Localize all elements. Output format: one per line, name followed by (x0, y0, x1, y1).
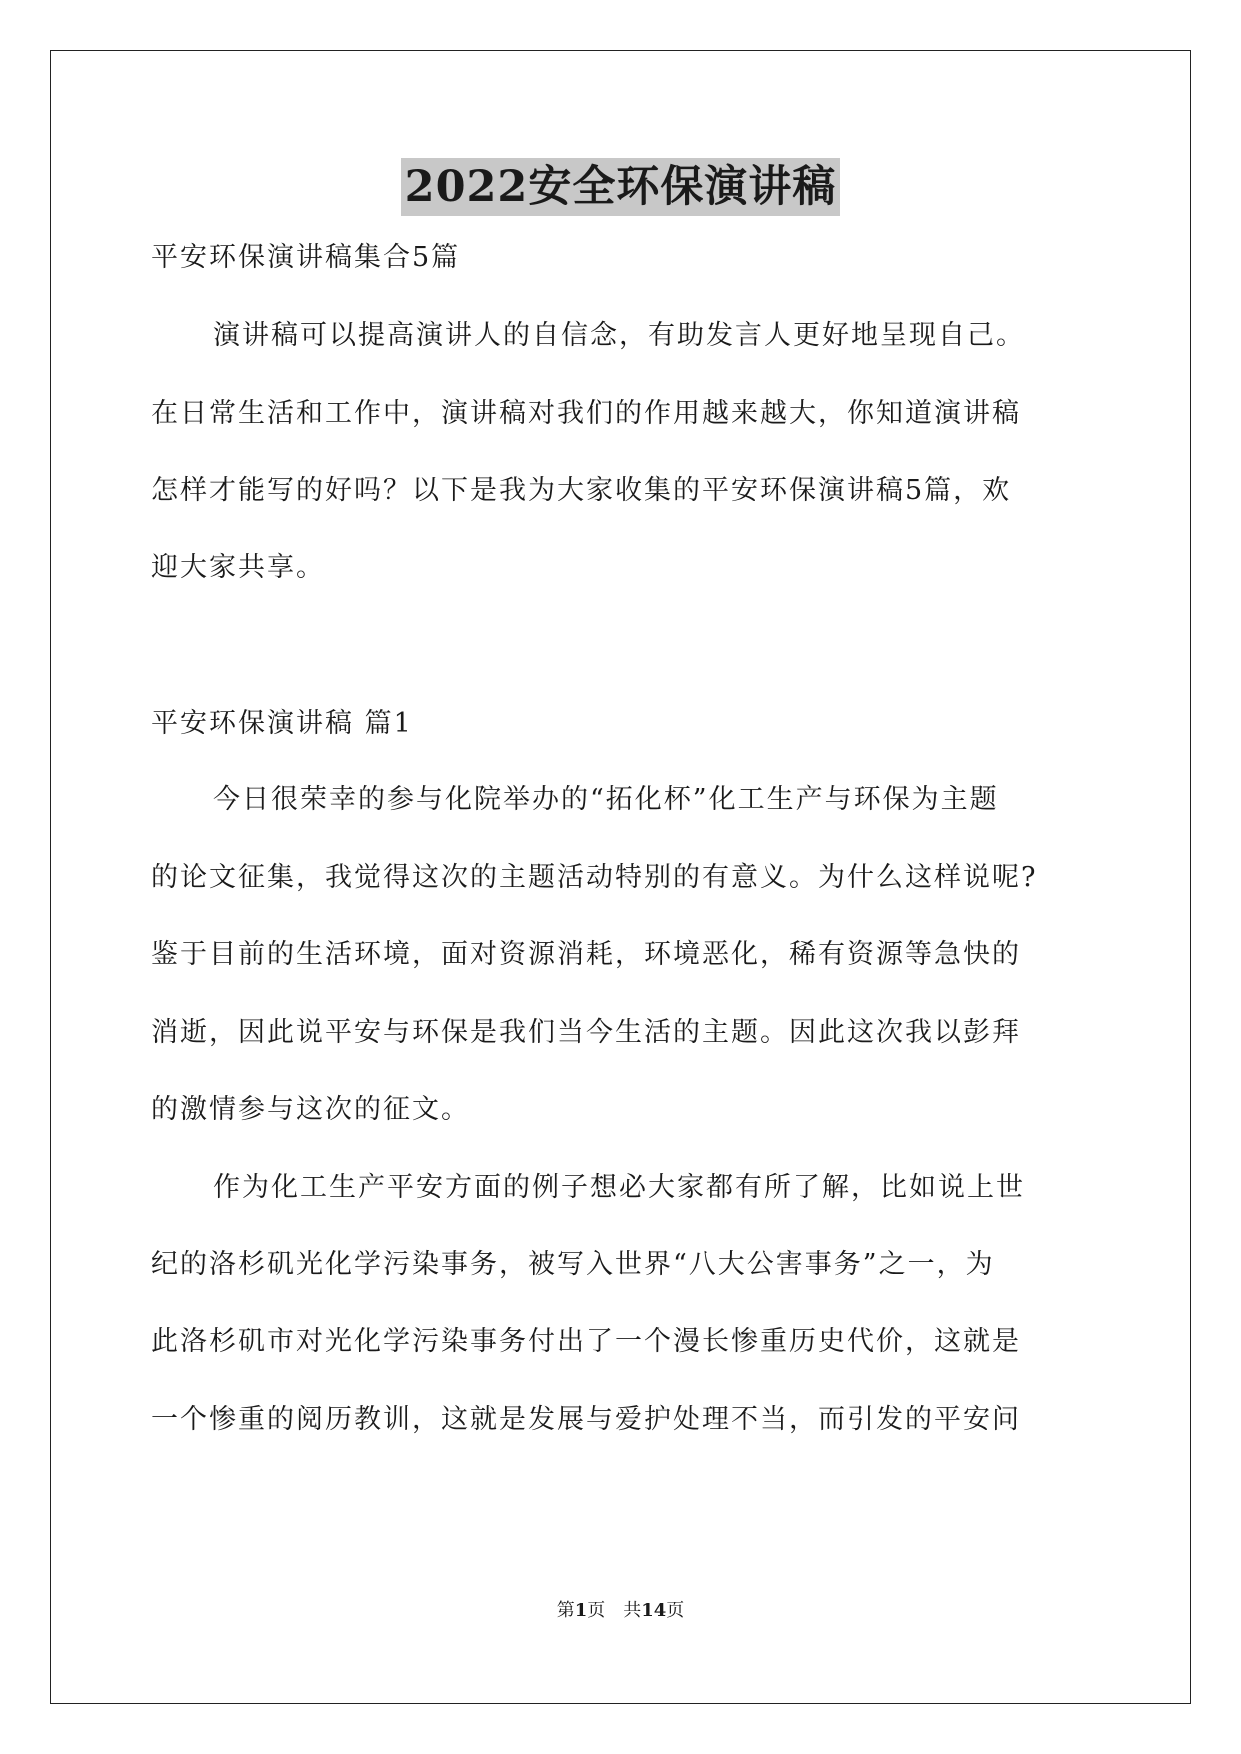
intro-line: 在日常生活和工作中，演讲稿对我们的作用越来越大，你知道演讲稿 (151, 398, 1021, 429)
page-number: 1 (574, 1600, 588, 1621)
paragraph-line: 作为化工生产平安方面的例子想必大家都有所了解，比如说上世 (213, 1172, 1025, 1203)
paragraph-line: 今日很荣幸的参与化院举办的“拓化杯”化工生产与环保为主题 (213, 784, 999, 815)
paragraph-line: 消逝，因此说平安与环保是我们当今生活的主题。因此这次我以彭拜 (151, 1017, 1021, 1048)
paragraph-line: 的论文征集，我觉得这次的主题活动特别的有意义。为什么这样说呢? (151, 862, 1038, 893)
page-footer (0, 1599, 1241, 1623)
paragraph-line: 此洛杉矶市对光化学污染事务付出了一个漫长惨重历史代价，这就是 (151, 1326, 1021, 1357)
intro-line: 演讲稿可以提高演讲人的自信念，有助发言人更好地呈现自己。 (213, 320, 1025, 351)
paragraph-line: 鉴于目前的生活环境，面对资源消耗，环境恶化，稀有资源等急快的 (151, 939, 1021, 970)
total-pages: 14 (641, 1600, 667, 1621)
section-heading: 平安环保演讲稿 篇1 (151, 708, 413, 739)
title-container (0, 158, 1241, 216)
paragraph-line: 的激情参与这次的征文。 (151, 1094, 470, 1125)
page-suffix: 页 (587, 1600, 606, 1621)
paragraph-line: 一个惨重的阅历教训，这就是发展与爱护处理不当，而引发的平安问 (151, 1404, 1021, 1435)
document-title: 2022安全环保演讲稿 (401, 158, 841, 216)
page-prefix: 第 (556, 1600, 575, 1621)
paragraph-line: 纪的洛杉矶光化学污染事务，被写入世界“八大公害事务”之一，为 (151, 1249, 995, 1280)
intro-line: 迎大家共享。 (151, 552, 325, 583)
total-prefix: 共 (623, 1600, 642, 1621)
document-subtitle: 平安环保演讲稿集合5篇 (151, 242, 461, 273)
intro-line: 怎样才能写的好吗？以下是我为大家收集的平安环保演讲稿5篇，欢 (151, 475, 1012, 506)
total-suffix: 页 (666, 1600, 685, 1621)
